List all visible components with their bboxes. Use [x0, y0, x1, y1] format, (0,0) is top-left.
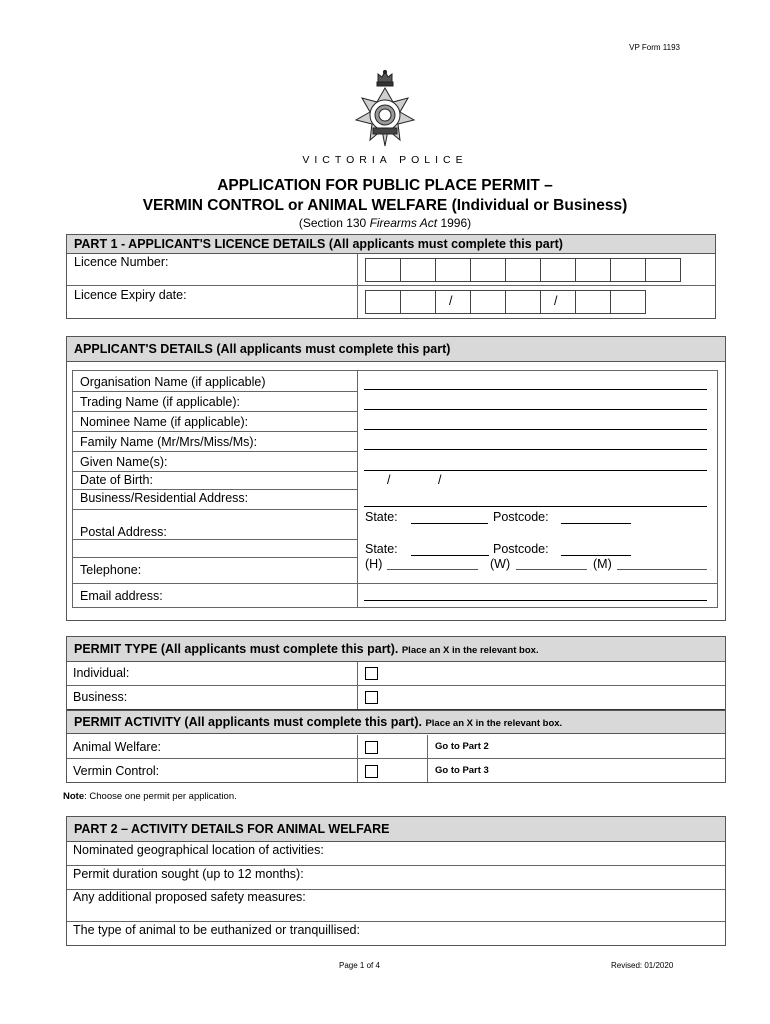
permit-type-heading-row: [67, 637, 725, 662]
family-name-field[interactable]: [364, 449, 707, 450]
given-name-field[interactable]: [364, 470, 707, 471]
address-state-label: State:: [365, 510, 398, 524]
note-body: : Choose one permit per application.: [84, 791, 237, 802]
family-name-label: Family Name (Mr/Mrs/Miss/Ms):: [80, 435, 258, 449]
given-name-label: Given Name(s):: [80, 455, 168, 469]
expiry-slash-1: /: [449, 294, 453, 308]
form-title-line2: VERMIN CONTROL or ANIMAL WELFARE (Individual or Business): [142, 197, 628, 214]
form-title-line1: APPLICATION FOR PUBLIC PLACE PERMIT –: [217, 177, 553, 194]
licence-number-field[interactable]: [365, 258, 685, 282]
safety-label: Any additional proposed safety measures:: [73, 890, 306, 904]
organisation-field[interactable]: [364, 389, 707, 390]
licence-expiry-label: Licence Expiry date:: [74, 288, 187, 302]
section-act: Firearms Act: [369, 216, 438, 230]
address-postcode-field[interactable]: [561, 523, 631, 524]
revised-date: Revised: 01/2020: [611, 961, 674, 970]
business-label: Business:: [73, 690, 128, 704]
vermin-checkbox[interactable]: [365, 765, 378, 778]
trading-label: Trading Name (if applicable):: [80, 395, 241, 409]
animal-welfare-checkbox[interactable]: [365, 741, 378, 754]
address-field[interactable]: [364, 506, 707, 507]
email-field[interactable]: [364, 600, 707, 601]
permit-activity-instruction: Place an X in the relevant box.: [425, 718, 563, 729]
permit-type-heading: PERMIT TYPE (All applicants must complete this part).: [74, 642, 399, 656]
licence-expiry-field[interactable]: [365, 290, 655, 314]
address-label: Business/Residential Address:: [80, 491, 249, 505]
section-prefix: (Section 130: [298, 216, 370, 230]
phone-work-field[interactable]: [516, 569, 587, 570]
nominee-label: Nominee Name (if applicable):: [80, 415, 249, 429]
email-label: Email address:: [80, 589, 163, 603]
permit-box: [66, 636, 726, 783]
postal-state-label: State:: [365, 542, 398, 556]
organisation-name: VICTORIA POLICE: [302, 154, 468, 166]
phone-mobile-field[interactable]: [617, 569, 707, 570]
phone-mobile-label: (M): [593, 557, 612, 571]
phone-work-label: (W): [490, 557, 511, 571]
address-state-field[interactable]: [411, 523, 488, 524]
dob-slash-2: /: [438, 473, 442, 487]
address-postcode-label: Postcode:: [493, 510, 549, 524]
note-label: Note: [63, 791, 85, 802]
individual-checkbox[interactable]: [365, 667, 378, 680]
postal-state-field[interactable]: [411, 555, 489, 556]
permit-activity-heading-row: [67, 710, 725, 734]
location-label: Nominated geographical location of activities:: [73, 843, 324, 857]
phone-home-field[interactable]: [387, 569, 478, 570]
animal-welfare-label: Animal Welfare:: [73, 740, 161, 754]
form-number: VP Form 1193: [629, 43, 680, 52]
individual-label: Individual:: [73, 666, 130, 680]
permit-type-instruction: Place an X in the relevant box.: [401, 645, 539, 656]
part1-heading: PART 1 - APPLICANT'S LICENCE DETAILS (All applicants must complete this part): [67, 235, 715, 254]
part1-box: [66, 234, 716, 319]
permit-activity-heading: PERMIT ACTIVITY (All applicants must complete this part).: [74, 715, 422, 729]
postal-postcode-label: Postcode:: [493, 542, 549, 556]
dob-label: Date of Birth:: [80, 473, 153, 487]
animal-type-label: The type of animal to be euthanized or tranquillised:: [73, 923, 360, 937]
nominee-field[interactable]: [364, 429, 707, 430]
duration-label: Permit duration sought (up to 12 months):: [73, 867, 304, 881]
section-reference: [0, 216, 770, 230]
dob-slash-1: /: [387, 473, 391, 487]
organisation-label: Organisation Name (if applicable): [80, 375, 266, 389]
vermin-label: Vermin Control:: [73, 764, 160, 778]
vermin-goto: Go to Part 3: [435, 765, 489, 776]
part2-heading: PART 2 – ACTIVITY DETAILS FOR ANIMAL WELFARE: [67, 817, 725, 842]
postal-label: Postal Address:: [80, 525, 167, 539]
note-text: [63, 791, 237, 802]
section-suffix: 1996): [437, 216, 472, 230]
applicant-heading: APPLICANT'S DETAILS (All applicants must complete this part): [67, 337, 725, 362]
business-checkbox[interactable]: [365, 691, 378, 704]
telephone-label: Telephone:: [80, 563, 142, 577]
victoria-police-logo-icon: [348, 68, 422, 150]
postal-postcode-field[interactable]: [561, 555, 631, 556]
animal-welfare-goto: Go to Part 2: [435, 741, 489, 752]
page-number: Page 1 of 4: [339, 961, 380, 970]
phone-home-label: (H): [365, 557, 383, 571]
trading-field[interactable]: [364, 409, 707, 410]
expiry-slash-2: /: [554, 294, 558, 308]
licence-number-label: Licence Number:: [74, 255, 169, 269]
